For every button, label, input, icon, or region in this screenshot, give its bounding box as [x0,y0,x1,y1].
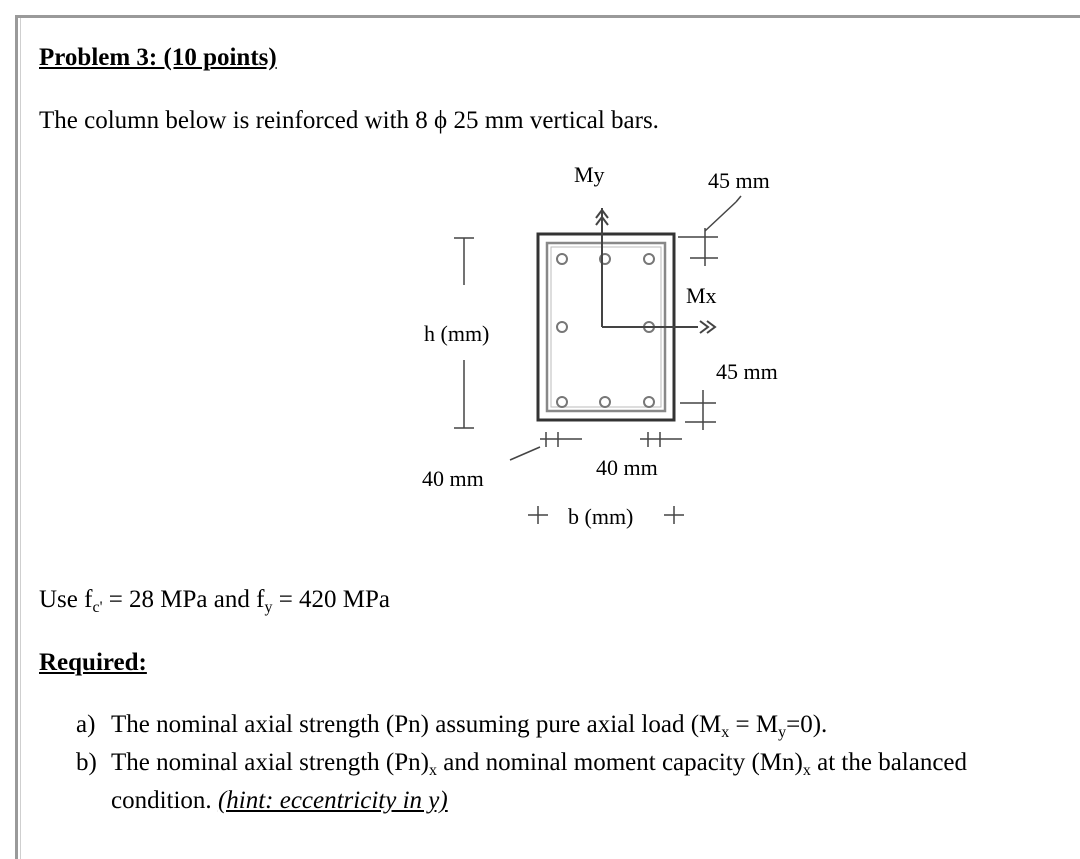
mx-label: Mx [686,283,717,308]
right-cover-label: 40 mm [596,455,658,480]
left-cover-label: 40 mm [422,466,484,491]
item-b-text: The nominal axial strength $(Pn)_x$ and nominal moment capacity $(Mn)_x$ at the balanced [111,749,968,779]
rebar-group [557,254,654,407]
cover-dimensions-right [678,196,741,430]
height-label: h (mm) [424,321,490,346]
width-label: b (mm) [568,504,634,529]
page-inner-border [20,18,21,859]
my-label: My [574,162,605,187]
moment-axes [596,208,715,333]
problem-title: Problem 3: (10 points) [39,44,277,71]
item-a-marker: a) [76,711,96,738]
hint-text: (hint: eccentricity in y) [217,787,448,814]
top-cover-label: 45 mm [708,168,770,193]
item-b-marker: b) [76,749,97,776]
material-properties: Use $f_{c'} = 28$ MPa and $f_y = 420$ MPa [39,586,391,616]
item-a-text: The nominal axial strength (Pn) assuming pure axial load $(M_x = M_y=0)$. [111,711,828,741]
page-border-top [15,15,1080,18]
item-b-continued: condition. (hint: eccentricity in y) [111,787,448,814]
column-cross-section-diagram [400,150,820,540]
page-border-left [15,15,18,859]
required-heading: Required: [39,649,147,676]
problem-intro: The column below is reinforced with 8 ϕ 25 mm vertical bars. [39,107,659,134]
bottom-cover-label: 45 mm [716,359,778,384]
